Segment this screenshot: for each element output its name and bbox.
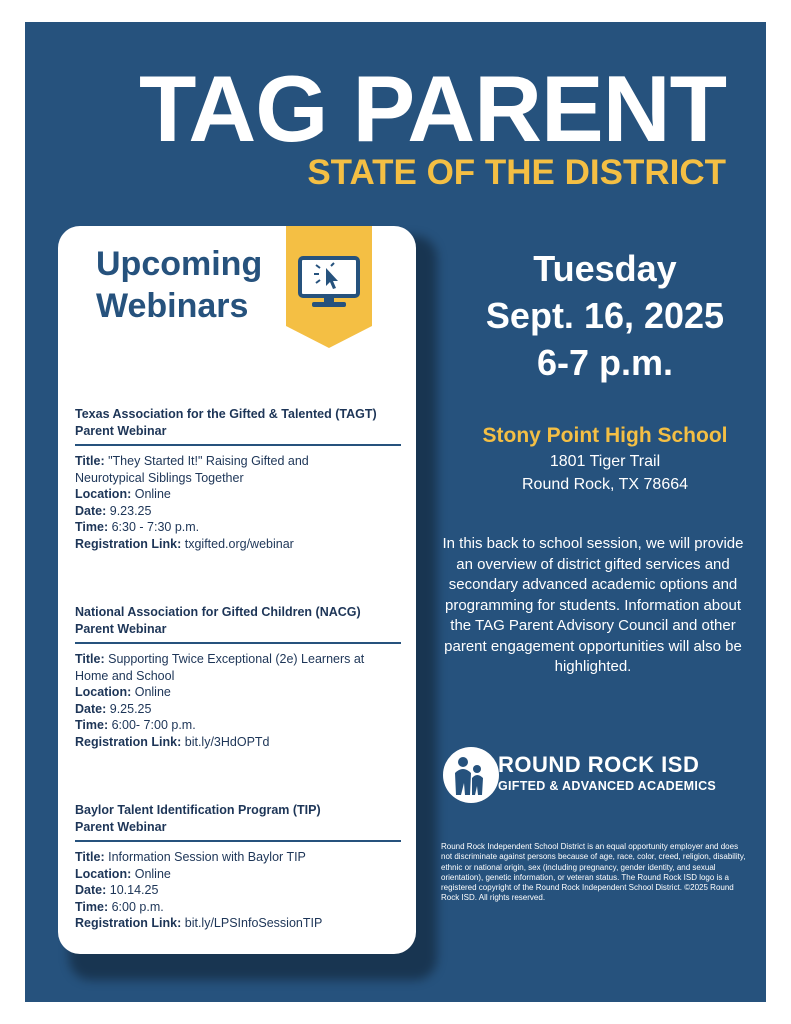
event-day: Tuesday	[533, 248, 677, 289]
date-value: 9.25.25	[106, 701, 152, 716]
webinars-card	[58, 226, 416, 954]
registration-label: Registration Link:	[75, 734, 182, 749]
time-value: 6:30 - 7:30 p.m.	[108, 520, 200, 534]
event-date: Sept. 16, 2025	[485, 295, 725, 336]
webinar-time	[75, 519, 401, 536]
location-label: Location:	[75, 866, 132, 881]
location-value: Online	[131, 685, 171, 699]
webinar-organization	[75, 604, 401, 638]
webinar-registration	[75, 915, 401, 932]
webinar-title	[75, 849, 401, 866]
webinar-organization	[75, 802, 401, 836]
date-label: Date:	[75, 503, 107, 518]
webinar-registration	[75, 536, 401, 553]
webinar-org-line1: National Association for Gifted Children (NACG)	[75, 605, 361, 619]
date-label: Date:	[75, 883, 107, 897]
title-label: Title:	[75, 652, 105, 666]
location-label: Location:	[75, 487, 132, 501]
address-line1: 1801 Tiger Trail	[549, 453, 661, 470]
webinar-registration	[75, 734, 401, 751]
legal-disclaimer: Round Rock Independent School District is an equal opportunity employer and does not discriminate against persons because of age, race, color, creed, religion, disability, ethnic or national origin, sex (including pregnancy, gender identity, and sexual orientation), genetic information, or veteran status. The Round Rock ISD logo is a registered copyright of the Round Rock Independent School District. ©2025 Round Rock ISD. All rights reserved.	[441, 842, 746, 903]
event-time: 6-7 p.m.	[536, 342, 674, 383]
title-text: Supporting Twice Exceptional (2e) Learners at	[104, 652, 365, 666]
district-name: ROUND ROCK ISD	[498, 752, 700, 777]
registration-label: Registration Link:	[75, 536, 182, 551]
webinar-organization	[75, 406, 401, 440]
time-value: 6:00 p.m.	[108, 899, 164, 914]
webinars-heading	[96, 243, 262, 327]
title-label: Title:	[75, 454, 105, 468]
title-text-line2: Home and School	[75, 668, 175, 683]
time-label: Time:	[75, 899, 109, 914]
webinar-item	[75, 802, 401, 932]
webinar-org-line1: Texas Association for the Gifted & Talented (TAGT)	[75, 407, 377, 421]
webinar-location	[75, 486, 401, 503]
webinar-org-line1: Baylor Talent Identification Program (TIP)	[75, 803, 321, 817]
webinar-org-line2: Parent Webinar	[75, 820, 167, 834]
event-venue: Stony Point High School	[482, 424, 728, 447]
district-tagline: GIFTED & ADVANCED ACADEMICS	[498, 779, 717, 793]
time-value: 6:00- 7:00 p.m.	[108, 718, 196, 732]
webinar-time	[75, 899, 401, 916]
registration-label: Registration Link:	[75, 916, 182, 930]
title-label: Title:	[75, 850, 105, 864]
webinar-org-line2: Parent Webinar	[75, 424, 167, 438]
webinar-time	[75, 717, 401, 734]
registration-link[interactable]: bit.ly/LPSInfoSessionTIP	[181, 916, 323, 930]
computer-monitor-cursor-icon	[298, 254, 360, 310]
webinar-date	[75, 503, 401, 520]
divider	[75, 444, 401, 446]
webinar-location	[75, 866, 401, 883]
registration-link[interactable]: txgifted.org/webinar	[181, 536, 294, 551]
event-description: In this back to school session, we will provide an overview of district gifted services and secondary advanced academic options and programming for students. Information about the TAG Parent Advisory Council and other parent engagement opportunities will also be highlighted.	[442, 535, 744, 675]
webinar-date	[75, 882, 401, 899]
title-text-line2: Neurotypical Siblings Together	[75, 470, 244, 485]
webinar-date	[75, 701, 401, 718]
title-text: "They Started It!" Raising Gifted and	[104, 454, 309, 468]
webinar-title	[75, 453, 401, 486]
flyer-background	[25, 22, 766, 1002]
divider	[75, 642, 401, 644]
date-value: 9.23.25	[106, 503, 152, 518]
ribbon-bookmark	[286, 226, 372, 348]
location-value: Online	[131, 866, 171, 881]
webinars-heading-line1: Upcoming	[96, 245, 263, 283]
webinar-item	[75, 604, 401, 750]
webinar-item	[75, 406, 401, 552]
location-value: Online	[131, 487, 171, 501]
webinar-title	[75, 651, 401, 684]
round-rock-isd-logo-mark	[441, 745, 501, 805]
webinar-location	[75, 684, 401, 701]
main-title: TAG PARENT	[138, 56, 726, 161]
title-text: Information Session with Baylor TIP	[104, 850, 306, 864]
time-label: Time:	[75, 520, 109, 534]
divider	[75, 840, 401, 842]
webinar-org-line2: Parent Webinar	[75, 622, 167, 636]
location-label: Location:	[75, 685, 132, 699]
webinars-heading-line2: Webinars	[96, 287, 249, 325]
date-label: Date:	[75, 701, 107, 716]
subtitle: STATE OF THE DISTRICT	[307, 153, 726, 192]
time-label: Time:	[75, 718, 109, 732]
date-value: 10.14.25	[106, 883, 159, 897]
registration-link[interactable]: bit.ly/3HdOPTd	[181, 734, 270, 749]
address-line2: Round Rock, TX 78664	[521, 476, 689, 493]
